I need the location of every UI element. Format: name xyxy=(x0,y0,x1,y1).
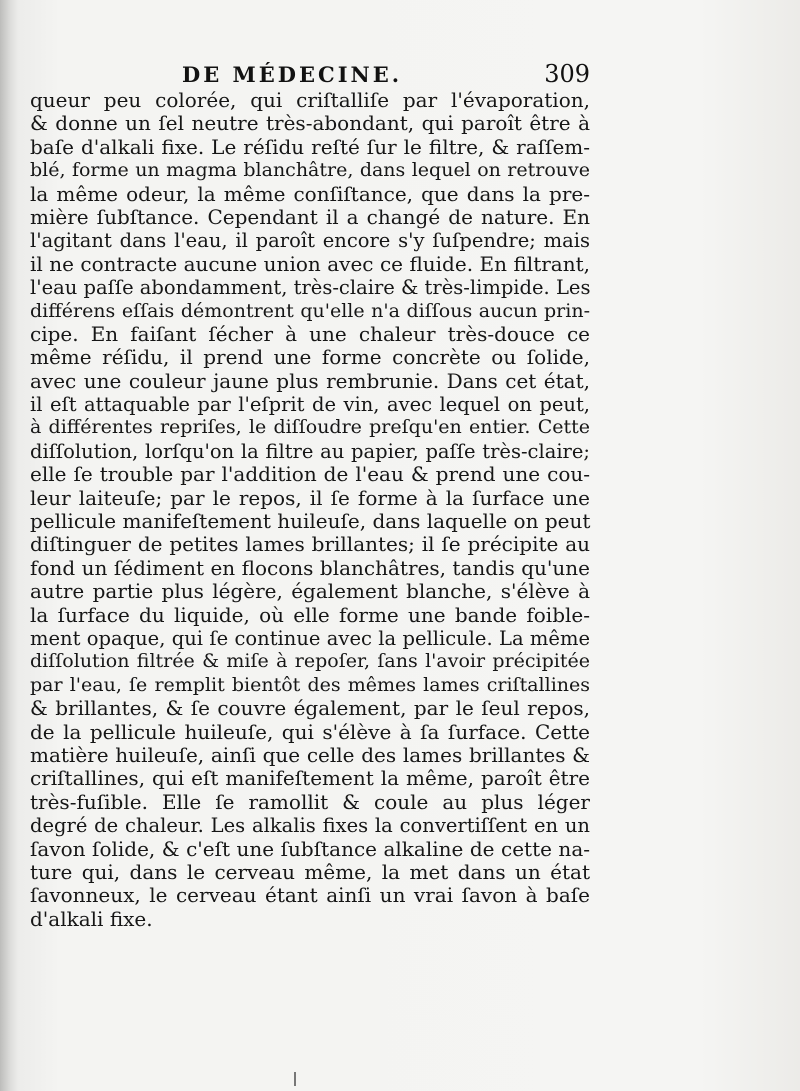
text-line: ture qui, dans le cerveau même, la met dans un état xyxy=(30,859,590,884)
text-line: queur peu colorée, qui criſtalliſe par l'évaporation, xyxy=(30,88,590,112)
text-line: matière huileuſe, ainſi que celle des lames brillantes & xyxy=(30,742,590,767)
text-line: différens eſſais démontrent qu'elle n'a diſſous aucun prin- xyxy=(30,299,590,322)
page-number: 309 xyxy=(544,60,590,88)
text-line: fond un ſédiment en flocons blanchâtres, tandis qu'une xyxy=(30,555,590,580)
text-line: par l'eau, ſe remplit bientôt des mêmes lames criſtallines xyxy=(30,673,590,696)
text-line: baſe d'alkali fixe. Le réſidu reſté ſur le filtre, & raſſem- xyxy=(30,134,590,159)
text-line: il eſt attaquable par l'eſprit de vin, avec lequel on peut, xyxy=(30,393,590,417)
text-line: diſtinguer de petites lames brillantes; il ſe précipite au xyxy=(30,532,590,557)
text-line: criſtallines, qui eſt manifeſtement la même, paroît être xyxy=(30,766,590,791)
text-line: mière ſubſtance. Cependant il a changé de nature. En xyxy=(30,204,590,229)
text-line: la ſurface du liquide, où elle forme une bande foible- xyxy=(30,602,590,627)
text-line: très-fuſible. Elle ſe ramollit & coule au plus léger xyxy=(30,789,590,814)
text-line: il ne contracte aucune union avec ce fluide. En filtrant, xyxy=(30,251,590,276)
text-line: diſſolution, lorſqu'on la filtre au papier, paſſe très-claire; xyxy=(30,439,590,463)
text-line: ſavonneux, le cerveau étant ainſi un vrai ſavon à baſe xyxy=(30,883,590,908)
text-line: autre partie plus légère, également blanche, s'élève à xyxy=(30,579,590,604)
body-text xyxy=(30,89,590,931)
text-line: blé, forme un magma blanchâtre, dans lequel on retrouve xyxy=(30,159,590,182)
text-line: & brillantes, & ſe couvre également, par le ſeul repos, xyxy=(30,696,590,721)
text-line: elle ſe trouble par l'addition de l'eau & prend une cou- xyxy=(30,462,590,487)
text-line: degré de chaleur. Les alkalis fixes la convertiſſent en un xyxy=(30,814,590,838)
text-line: l'agitant dans l'eau, il paroît encore s'y ſuſpendre; mais xyxy=(30,229,590,253)
text-line: ment opaque, qui ſe continue avec la pellicule. La même xyxy=(30,626,590,650)
text-line: à différentes repriſes, le diſſoudre preſqu'en entier. Cette xyxy=(30,416,590,439)
text-line: leur laiteuſe; par le repos, il ſe forme à la ſurface une xyxy=(30,485,590,510)
text-line: de la pellicule huileuſe, qui s'élève à ſa ſurface. Cette xyxy=(30,719,590,744)
text-line: diſſolution filtrée & miſe à repoſer, ſans l'avoir précipitée xyxy=(30,650,590,673)
text-line: pellicule manifeſtement huileuſe, dans laquelle on peut xyxy=(30,509,591,534)
page-bottom-mark xyxy=(294,1072,296,1086)
text-line: d'alkali fixe. xyxy=(30,906,153,931)
page-header xyxy=(30,58,590,92)
text-line: la même odeur, la même conſiſtance, que dans la pre- xyxy=(30,181,590,206)
text-line: & donne un ſel neutre très-abondant, qui paroît être à xyxy=(30,111,590,136)
text-line: avec une couleur jaune plus rembrunie. Dans cet état, xyxy=(30,368,590,393)
text-line: même réſidu, il prend une forme concrète ou ſolide, xyxy=(30,345,590,370)
text-line: ſavon ſolide, & c'eſt une ſubſtance alkaline de cette na- xyxy=(30,836,590,861)
page-gutter-shadow xyxy=(0,0,18,1091)
text-line: l'eau paſſe abondamment, très-claire & très-limpide. Les xyxy=(30,276,591,300)
running-head: DE MÉDECINE. xyxy=(182,62,403,87)
text-line: cipe. En faiſant ſécher à une chaleur très-douce ce xyxy=(30,321,590,346)
